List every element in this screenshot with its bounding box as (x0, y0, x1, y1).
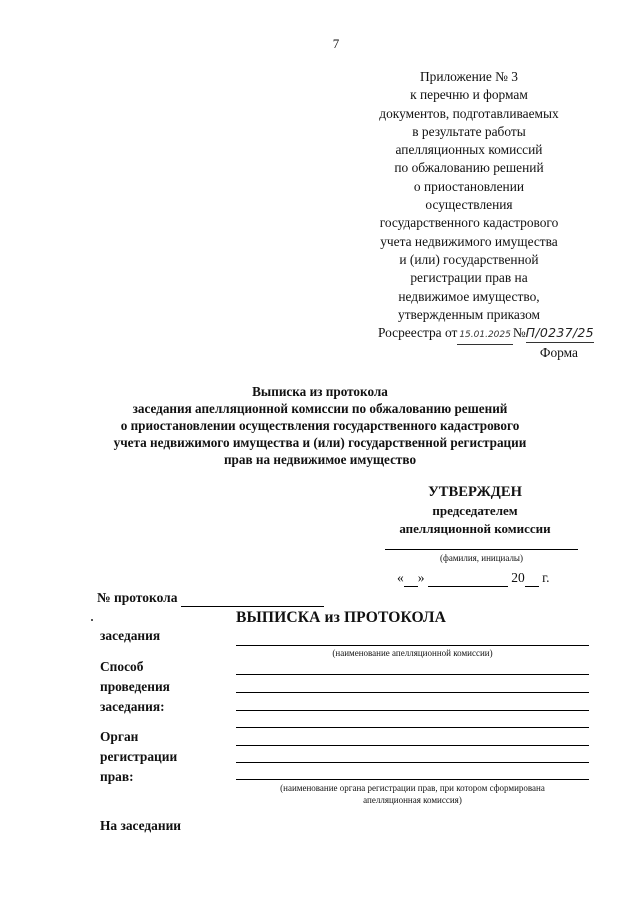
handwritten-order-number: П/0237/25 (526, 324, 594, 343)
organ-label-line: регистрации (100, 749, 178, 764)
organ-line[interactable] (236, 745, 589, 746)
annex-line: к перечню и формам (410, 87, 528, 103)
year-prefix: 20 (511, 570, 525, 585)
annex-line: документов, подготавливаемых (379, 105, 559, 121)
organ-caption (236, 782, 589, 806)
title-line: заседания апелляционной комиссии по обжалованию решений (132, 401, 508, 416)
method-line[interactable] (236, 710, 589, 711)
at-meeting-label: На заседании (100, 818, 182, 833)
annex-line: Приложение № 3 (419, 69, 519, 84)
protocol-number-row (97, 590, 324, 607)
year-suffix: г. (542, 570, 550, 585)
annex-order-line (360, 324, 594, 345)
approval-block (370, 482, 580, 538)
method-label-line: Способ (100, 659, 144, 674)
meeting-caption: (наименование апелляционной комиссии) (332, 648, 493, 658)
annex-line: и (или) государственной (399, 251, 539, 267)
organ-label-line: Орган (100, 729, 139, 744)
approval-date (397, 570, 550, 587)
organ-line[interactable] (236, 779, 589, 780)
approved-line: апелляционной комиссии (399, 521, 551, 536)
meeting-label: заседания (100, 628, 161, 643)
form-label: Форма (539, 345, 578, 360)
protocol-number-blank[interactable] (181, 590, 324, 607)
annex-line: о приостановлении (413, 178, 525, 194)
annex-line: апелляционных комиссий (395, 142, 543, 158)
annex-line: регистрации прав на (410, 270, 528, 286)
annex-number-sign: № (512, 325, 526, 341)
organ-label-line: прав: (100, 769, 134, 784)
method-line[interactable] (236, 692, 589, 693)
month-blank[interactable] (428, 570, 508, 587)
organ-line[interactable] (236, 762, 589, 763)
date-close-quote: » (417, 570, 425, 585)
annex-line: государственного кадастрового (379, 215, 559, 231)
annex-order-prefix: Росреестра от (378, 325, 458, 341)
chairman-name-line[interactable] (385, 549, 578, 550)
method-label (100, 657, 170, 717)
organ-label (100, 727, 177, 787)
method-line[interactable] (236, 674, 589, 675)
page-number: 7 (332, 36, 340, 51)
day-blank[interactable] (404, 570, 418, 587)
annex-line: осуществления (425, 197, 513, 213)
title-line: о приостановлении осуществления государственного кадастрового (120, 418, 520, 433)
name-caption: (фамилия, инициалы) (440, 553, 523, 563)
annex-line: в результате работы (412, 123, 526, 139)
handwritten-date: 15.01.2025 (457, 326, 513, 345)
meeting-name-line[interactable] (236, 645, 589, 646)
annex-line: недвижимое имущество, (398, 288, 540, 304)
annex-line: по обжалованию решений (394, 160, 544, 176)
method-label-line: заседания: (100, 699, 165, 714)
title-line: учета недвижимого имущества и (или) государственной регистрации (113, 435, 527, 450)
title-line: Выписка из протокола (252, 384, 388, 399)
annex-line: утвержденным приказом (398, 306, 540, 322)
annex-header (360, 68, 594, 345)
approved-heading: УТВЕРЖДЕН (428, 484, 522, 500)
year-blank[interactable] (525, 570, 539, 587)
scan-speck (91, 619, 93, 621)
extract-heading: ВЫПИСКА из ПРОТОКОЛА (236, 609, 447, 626)
protocol-label: № протокола (97, 590, 178, 605)
document-title (60, 383, 580, 468)
organ-line[interactable] (236, 727, 589, 728)
date-open-quote: « (397, 570, 404, 585)
organ-caption-line: апелляционная комиссия) (363, 795, 462, 805)
approved-line: председателем (432, 503, 518, 518)
title-line: прав на недвижимое имущество (223, 452, 417, 467)
annex-line: учета недвижимого имущества (380, 233, 558, 249)
organ-caption-line: (наименование органа регистрации прав, при котором сформирована (280, 783, 545, 793)
method-label-line: проведения (100, 679, 170, 694)
